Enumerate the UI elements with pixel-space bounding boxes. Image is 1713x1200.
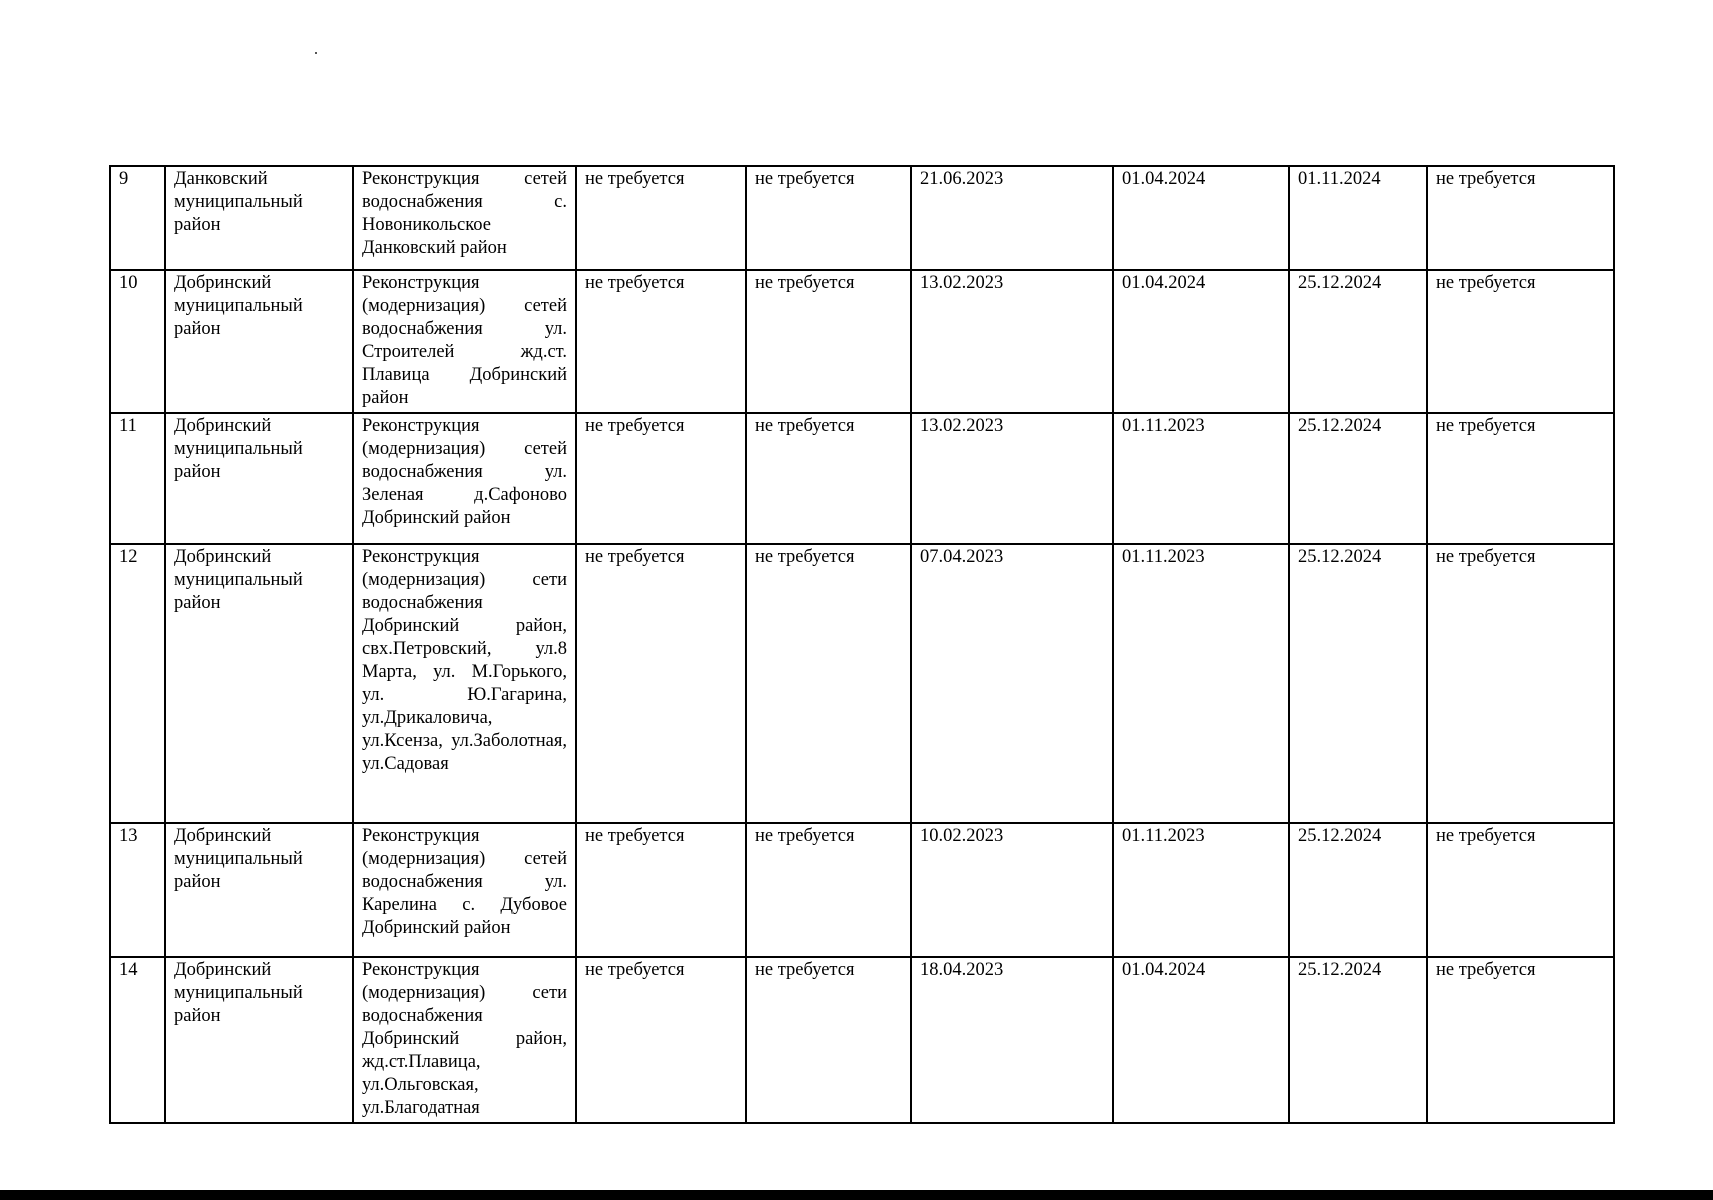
date-cell-2: 01.04.2024: [1113, 270, 1289, 413]
district-cell: Данковский муниципальный район: [165, 166, 353, 270]
date-cell-1: 07.04.2023: [911, 544, 1113, 823]
row-number: 11: [110, 413, 165, 544]
date-cell-3: 25.12.2024: [1289, 544, 1427, 823]
requirement-cell-1: не требуется: [576, 823, 746, 957]
date-cell-3: 25.12.2024: [1289, 957, 1427, 1123]
table-row: [110, 166, 1614, 270]
requirement-cell-3: не требуется: [1427, 270, 1614, 413]
date-cell-3: 01.11.2024: [1289, 166, 1427, 270]
date-cell-1: 13.02.2023: [911, 413, 1113, 544]
requirement-cell-3: не требуется: [1427, 413, 1614, 544]
date-cell-1: 21.06.2023: [911, 166, 1113, 270]
work-description-cell: Реконструкция (модернизация) сети водоснабжения Добринский район, свх.Петровский, ул.8 Марта, ул. М.Горького, ул. Ю.Гагарина, ул.Дрикаловича, ул.Ксенза, ул.Заболотная, ул.Садовая: [353, 544, 576, 823]
table-row: [110, 413, 1614, 544]
district-cell: Добринский муниципальный район: [165, 544, 353, 823]
work-description-cell: Реконструкция (модернизация) сети водоснабжения Добринский район, жд.ст.Плавица, ул.Ольговская, ул.Благодатная: [353, 957, 576, 1123]
requirement-cell-3: не требуется: [1427, 544, 1614, 823]
date-cell-2: 01.04.2024: [1113, 166, 1289, 270]
row-number: 12: [110, 544, 165, 823]
row-number: 13: [110, 823, 165, 957]
requirement-cell-1: не требуется: [576, 413, 746, 544]
work-description-cell: Реконструкция (модернизация) сетей водоснабжения ул. Карелина с. Дубовое Добринский район: [353, 823, 576, 957]
date-cell-2: 01.11.2023: [1113, 823, 1289, 957]
district-cell: Добринский муниципальный район: [165, 823, 353, 957]
table-row: [110, 544, 1614, 823]
requirement-cell-1: не требуется: [576, 957, 746, 1123]
projects-table: [109, 165, 1615, 1124]
requirement-cell-2: не требуется: [746, 544, 911, 823]
date-cell-1: 13.02.2023: [911, 270, 1113, 413]
scan-border-bar: [0, 1190, 1713, 1200]
requirement-cell-2: не требуется: [746, 166, 911, 270]
requirement-cell-2: не требуется: [746, 823, 911, 957]
work-description-cell: Реконструкция (модернизация) сетей водоснабжения ул. Строителей жд.ст. Плавица Добринский район: [353, 270, 576, 413]
row-number: 10: [110, 270, 165, 413]
date-cell-3: 25.12.2024: [1289, 823, 1427, 957]
district-cell: Добринский муниципальный район: [165, 413, 353, 544]
work-description-cell: Реконструкция (модернизация) сетей водоснабжения ул. Зеленая д.Сафоново Добринский район: [353, 413, 576, 544]
table-row: [110, 823, 1614, 957]
requirement-cell-1: не требуется: [576, 544, 746, 823]
district-cell: Добринский муниципальный район: [165, 270, 353, 413]
requirement-cell-1: не требуется: [576, 166, 746, 270]
requirement-cell-2: не требуется: [746, 957, 911, 1123]
requirement-cell-2: не требуется: [746, 413, 911, 544]
date-cell-3: 25.12.2024: [1289, 270, 1427, 413]
requirement-cell-1: не требуется: [576, 270, 746, 413]
date-cell-2: 01.04.2024: [1113, 957, 1289, 1123]
date-cell-1: 18.04.2023: [911, 957, 1113, 1123]
date-cell-2: 01.11.2023: [1113, 544, 1289, 823]
district-cell: Добринский муниципальный район: [165, 957, 353, 1123]
requirement-cell-2: не требуется: [746, 270, 911, 413]
table-row: [110, 270, 1614, 413]
date-cell-1: 10.02.2023: [911, 823, 1113, 957]
requirement-cell-3: не требуется: [1427, 166, 1614, 270]
row-number: 9: [110, 166, 165, 270]
work-description-cell: Реконструкция сетей водоснабжения с. Новоникольское Данковский район: [353, 166, 576, 270]
date-cell-3: 25.12.2024: [1289, 413, 1427, 544]
scan-speck: [315, 52, 317, 54]
row-number: 14: [110, 957, 165, 1123]
requirement-cell-3: не требуется: [1427, 957, 1614, 1123]
requirement-cell-3: не требуется: [1427, 823, 1614, 957]
date-cell-2: 01.11.2023: [1113, 413, 1289, 544]
table-row: [110, 957, 1614, 1123]
